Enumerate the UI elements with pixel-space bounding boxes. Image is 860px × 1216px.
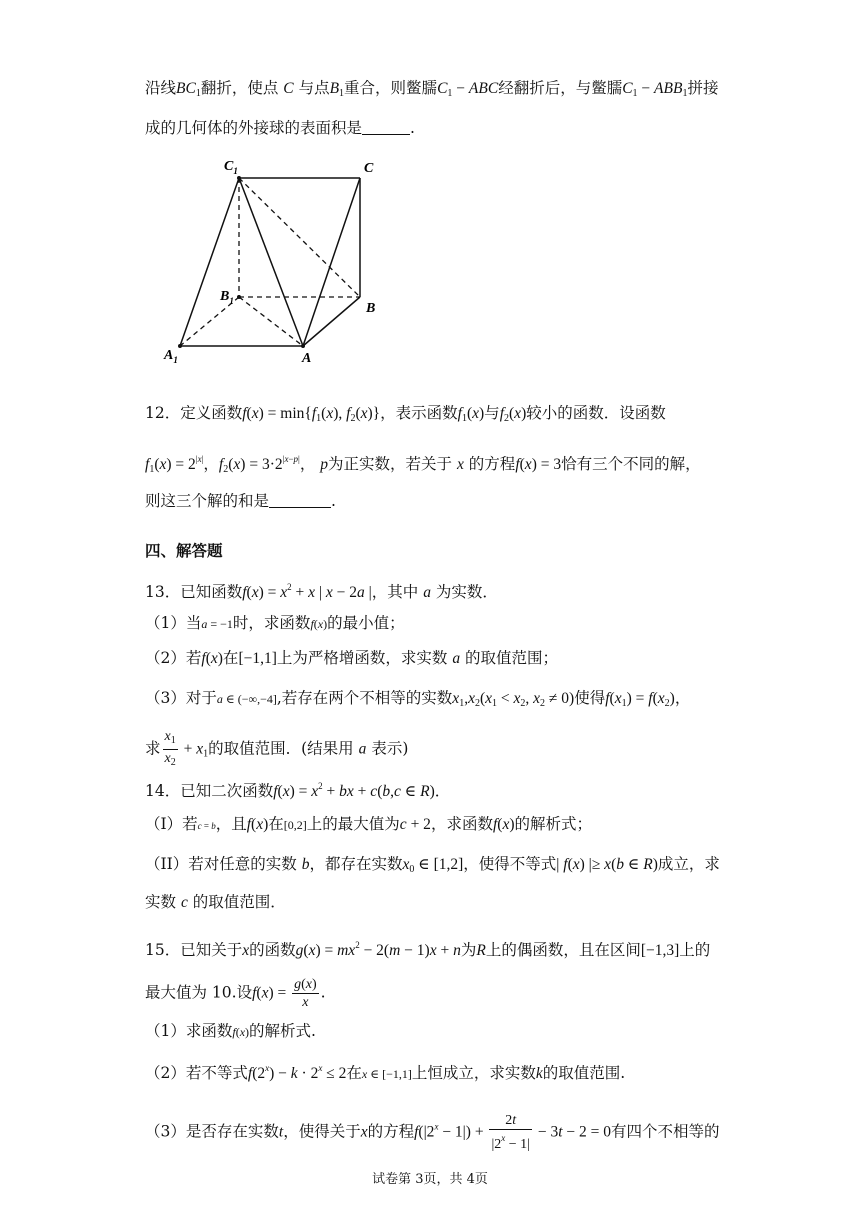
page-footer: 试卷第 3页，共 4页 xyxy=(372,1172,488,1187)
label-B1: $B_1$ xyxy=(220,289,234,306)
label-B: B xyxy=(366,301,376,316)
q11-line1: 沿线$BC_1$翻折，使点 C 与点$B_1$重合，则鳖臑$C_1$ − ABC经翻折后，与鳖臑$C_1 - ABB_1$拼接 xyxy=(145,79,719,99)
q13-stem: 13．已知函数$f(x) = x^2 + x$ | x − 2a |，其中 a 为实数． xyxy=(145,582,498,601)
label-C: C xyxy=(364,161,374,176)
label-C1: $C_1$ xyxy=(224,159,238,176)
q15-part3: （3）是否存在实数t，使得关于x的方程$f(|2^x - 1|)$ + $\frac{2t}{|2^x - 1|}$ − 3t − 2 = 0有四个不相等的 xyxy=(145,1113,720,1152)
label-A1: $A_1$ xyxy=(164,348,178,365)
prism-figure xyxy=(160,152,390,367)
section-title: 四、解答题 xyxy=(145,541,223,560)
q15-stem-cont: 最大值为 10.设f(x) = $\frac{g(x)}{x}$ . xyxy=(145,977,326,1010)
q12-line1: 12．定义函数$f(x) = \min\{f_1(x)$, $f_2(x)$}，表示函数$f_1(x)$与$f_2(x)$较小的函数．设函数 xyxy=(145,404,666,424)
q11-line2: 成的几何体的外接球的表面积是 . xyxy=(145,119,415,137)
q13-part3: （3）对于a ∈ (−∞,−4],若存在两个不相等的实数$x_1,x_2(x_1 < x_2$, $x_2 \ne 0$)使得$f(x_1) = f(x_2)$， xyxy=(145,689,691,709)
q14-part1: （I）若c = b，且f(x)在[0,2]上的最大值为c + 2，求函数f(x)的解析式； xyxy=(145,815,593,833)
q13-part1: （1）当a = −1时，求函数f(x)的最小值； xyxy=(145,614,405,632)
q12-line3: 则这三个解的和是 . xyxy=(145,492,336,510)
q15-stem: 15．已知关于x的函数$g(x) = mx^2 - 2(m - 1)x + n$为R上的偶函数，且在区间[−1,3]上的 xyxy=(145,940,711,959)
q14-part2: （II）若对任意的实数 b，都存在实数$x_0$ ∈ [1,2]，使得不等式| f(x) |≥ x(b ∈ R)成立，求 xyxy=(145,855,720,875)
q15-part2: （2）若不等式$f(2^x) - k \cdot 2^x \le 2$在x ∈ [−1,1]上恒成立，求实数k的取值范围. xyxy=(145,1063,626,1082)
q15-part1: （1）求函数f(x)的解析式. xyxy=(145,1022,316,1040)
label-A: A xyxy=(302,351,312,366)
q12-line2: $f_1(x) = 2^{|x|}$，$f_2(x) = 3\cdot 2^{|x-p|}$， p为正实数，若关于 x 的方程f(x) = 3恰有三个不同的解， xyxy=(145,454,701,475)
q13-part3-cont: 求 $\frac{x_1}{x_2}$ + $x_1$的取值范围．(结果用 a 表示) xyxy=(145,729,409,768)
q14-part2-cont: 实数 c 的取值范围． xyxy=(145,893,286,911)
q13-part2: （2）若f(x)在[−1,1]上为严格增函数，求实数 a 的取值范围； xyxy=(145,649,559,667)
q14-stem: 14．已知二次函数$f(x) = x^2$ + bx + c(b,c ∈ R)． xyxy=(145,781,451,800)
